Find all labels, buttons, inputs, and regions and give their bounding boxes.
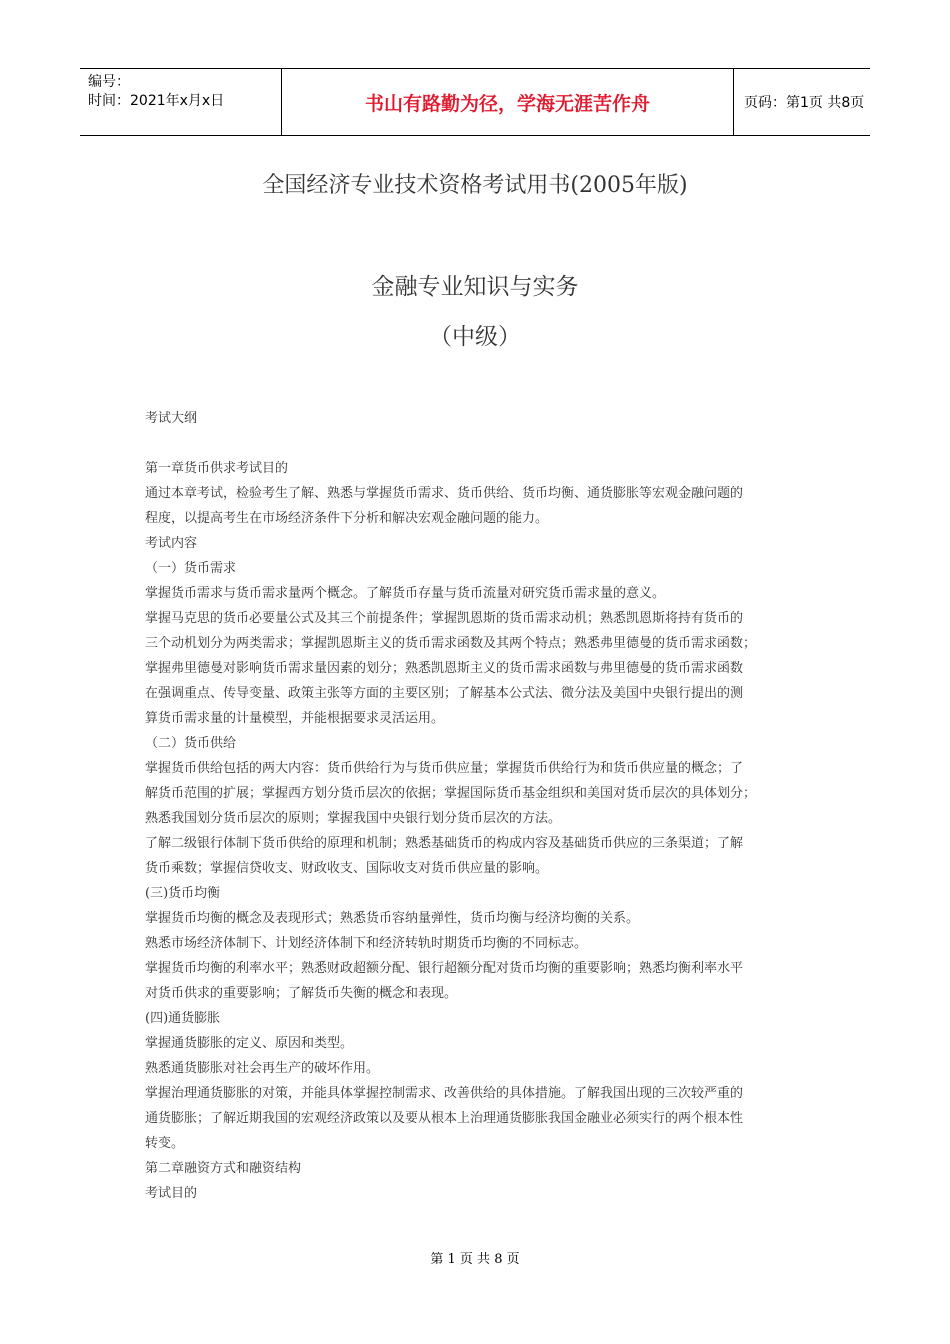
paragraph-line: 掌握货币供给包括的两大内容：货币供给行为与货币供应量；掌握货币供给行为和货币供应量的概念；了 <box>145 761 744 776</box>
subject-title: 金融专业知识与实务 <box>371 274 579 300</box>
paragraph-line: 掌握货币需求与货币需求量两个概念。了解货币存量与货币流量对研究货币需求量的意义。 <box>145 586 666 601</box>
paragraph-line: 熟悉市场经济体制下、计划经济体制下和经济转轨时期货币均衡的不同标志。 <box>145 936 588 951</box>
page-footer: 第 1 页 共 8 页 <box>430 1252 520 1267</box>
chapter-heading: 第二章融资方式和融资结构 <box>145 1161 302 1176</box>
header-meta <box>80 69 282 135</box>
section-heading: 考试内容 <box>145 536 198 551</box>
paragraph-line: 解货币范围的扩展；掌握西方划分货币层次的依据；掌握国际货币基金组织和美国对货币层次的具体划分； <box>145 786 757 801</box>
paragraph-line: 掌握治理通货膨胀的对策，并能具体掌握控制需求、改善供给的具体措施。了解我国出现的三次较严重的 <box>145 1086 744 1101</box>
subsection-heading: (三)货币均衡 <box>145 886 221 901</box>
document-number-label: 编号： <box>88 74 130 90</box>
section-heading: 考试目的 <box>145 1186 198 1201</box>
section-heading: 考试大纲 <box>145 411 198 426</box>
paragraph-line: 程度，以提高考生在市场经济条件下分析和解决宏观金融问题的能力。 <box>145 511 549 526</box>
paragraph-line: 转变。 <box>145 1136 185 1151</box>
paragraph-line: 通过本章考试，检验考生了解、熟悉与掌握货币需求、货币供给、货币均衡、通货膨胀等宏观金融问题的 <box>145 486 744 501</box>
paragraph-line: 掌握货币均衡的概念及表现形式；熟悉货币容纳量弹性，货币均衡与经济均衡的关系。 <box>145 911 640 926</box>
paragraph-line: 通货膨胀；了解近期我国的宏观经济政策以及要从根本上治理通货膨胀我国金融业必须实行的两个根本性 <box>145 1111 744 1126</box>
header-motto-cell <box>282 69 734 135</box>
header-motto: 书山有路勤为径，学海无涯苦作舟 <box>364 92 650 115</box>
chapter-heading: 第一章货币供求考试目的 <box>145 461 289 476</box>
paragraph-line: 掌握弗里德曼对影响货币需求量因素的划分；熟悉凯恩斯主义的货币需求函数与弗里德曼的货币需求函数 <box>145 661 744 676</box>
subsection-heading: （一）货币需求 <box>145 561 237 576</box>
paragraph-line: 掌握通货膨胀的定义、原因和类型。 <box>145 1036 354 1051</box>
paragraph-line: 熟悉通货膨胀对社会再生产的破坏作用。 <box>145 1061 380 1076</box>
paragraph-line: 熟悉我国划分货币层次的原则；掌握我国中央银行划分货币层次的方法。 <box>145 811 562 826</box>
paragraph-line: 掌握马克思的货币必要量公式及其三个前提条件；掌握凯恩斯的货币需求动机；熟悉凯恩斯将持有货币的 <box>145 611 744 626</box>
level-title: （中级） <box>429 324 521 350</box>
paragraph-line: 在强调重点、传导变量、政策主张等方面的主要区别；了解基本公式法、微分法及美国中央银行提出的测 <box>145 686 744 701</box>
book-title: 全国经济专业技术资格考试用书(2005年版) <box>262 173 688 198</box>
paragraph-line: 对货币供求的重要影响；了解货币失衡的概念和表现。 <box>145 986 458 1001</box>
paragraph-line: 货币乘数；掌握信贷收支、财政收支、国际收支对货币供应量的影响。 <box>145 861 549 876</box>
paragraph-line: 算货币需求量的计量模型，并能根据要求灵活运用。 <box>145 711 445 726</box>
paragraph-line: 了解二级银行体制下货币供给的原理和机制；熟悉基础货币的构成内容及基础货币供应的三条渠道；了解 <box>145 836 744 851</box>
paragraph-line: 三个动机划分为两类需求；掌握凯恩斯主义的货币需求函数及其两个特点；熟悉弗里德曼的货币需求函数； <box>145 636 757 651</box>
document-time: 时间：2021年x月x日 <box>88 93 225 109</box>
header-page-info: 页码：第1页 共8页 <box>744 95 865 111</box>
subsection-heading: (四)通货膨胀 <box>145 1011 221 1026</box>
page-header <box>80 68 870 136</box>
subsection-heading: （二）货币供给 <box>145 736 237 751</box>
paragraph-line: 掌握货币均衡的利率水平；熟悉财政超额分配、银行超额分配对货币均衡的重要影响；熟悉均衡利率水平 <box>145 961 744 976</box>
